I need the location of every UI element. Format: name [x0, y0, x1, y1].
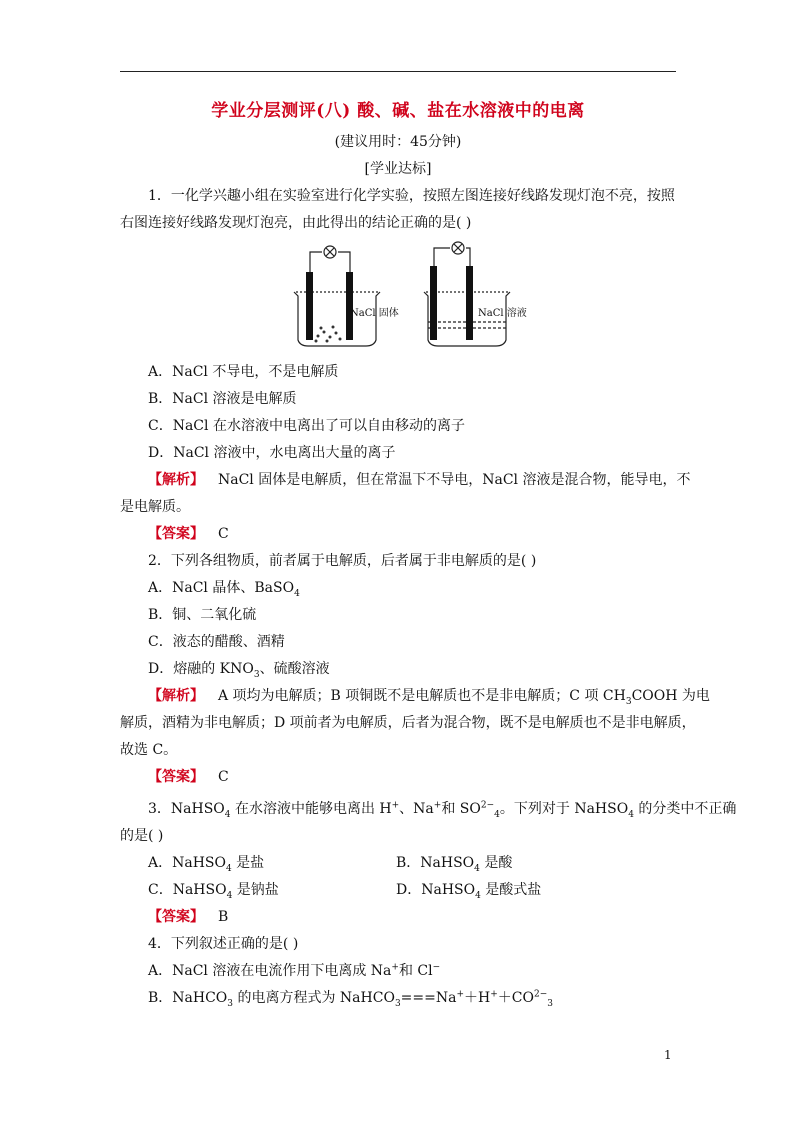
q3-option-b [396, 853, 512, 873]
q1-answer-tag: 【答案】 [148, 526, 204, 542]
q2-option-d-sub: 3 [253, 669, 260, 680]
q4-option-b-sup1: + [456, 989, 465, 1000]
left-electrode-2 [346, 272, 353, 340]
q4-option-b-sub3: 3 [547, 998, 553, 1009]
q2-option-b: B．铜、二氧化硫 [148, 607, 257, 623]
q2-analysis-text1: A 项均为电解质；B 项铜既不是电解质也不是非电解质；C 项 CH [218, 688, 626, 704]
q3-option-d [396, 880, 541, 900]
q1-analysis-line1 [148, 470, 690, 490]
q3-stem-sub1: 4 [224, 809, 231, 820]
time-hint: (建议用时：45分钟) [334, 134, 462, 150]
q3-stem-b: 在水溶液中能够电离出 H [230, 801, 392, 817]
q3-option-d-sub: 4 [475, 890, 481, 901]
q2-option-d-text: D．熔融的 KNO [148, 661, 254, 677]
left-solid-particles [315, 326, 342, 343]
q3-stem-line2: 的是( ) [120, 828, 164, 844]
q2-analysis-tag: 【解析】 [148, 688, 204, 704]
q1-analysis-text1: NaCl 固体是电解质，但在常温下不导电，NaCl 溶液是混合物，能导电，不 [218, 472, 691, 488]
q1-option-a: A．NaCl 不导电，不是电解质 [148, 364, 339, 380]
q3-stem-sup3: 2− [480, 800, 495, 811]
q4-option-b-sub2: 3 [394, 998, 401, 1009]
q2-option-d-post: 、硫酸溶液 [259, 661, 330, 677]
q3-option-b-post: 是酸 [479, 855, 513, 871]
q3-option-b-sub: 4 [474, 863, 480, 874]
q1-stem-line1: 1．一化学兴趣小组在实验室进行化学实验，按照左图连接好线路发现灯泡不亮，按照 [148, 188, 675, 204]
q3-option-a [148, 853, 264, 873]
q2-analysis-text1-post: COOH 为电 [631, 688, 710, 704]
q2-option-a-sub: 4 [294, 588, 300, 599]
q1-circuit-figure [288, 240, 548, 350]
q3-stem-e: 。下列对于 NaHSO [499, 801, 629, 817]
section-heading: [学业达标] [364, 161, 432, 177]
q2-option-a [148, 578, 300, 598]
left-electrode-1 [306, 272, 313, 340]
q3-option-a-post: 是盐 [231, 855, 265, 871]
q3-stem-a: 3．NaHSO [148, 801, 225, 817]
q4-option-b-mid2: ＋H [464, 990, 491, 1006]
page-title: 学业分层测评(八) 酸、碱、盐在水溶液中的电离 [211, 101, 585, 121]
q3-stem-d: 和 SO [441, 801, 481, 817]
q4-option-b-mid3: ＋CO [497, 990, 534, 1006]
q2-option-d [148, 659, 330, 679]
q4-option-b-mid: 的电离方程式为 NaHCO [233, 990, 395, 1006]
q1-analysis-tag: 【解析】 [148, 472, 204, 488]
left-beaker-label: NaCl 固体 [350, 308, 399, 319]
right-beaker-label: NaCl 溶液 [478, 308, 527, 319]
q2-answer-value: C [218, 769, 229, 785]
q2-option-c: C．液态的醋酸、酒精 [148, 634, 285, 650]
header-rule [120, 71, 676, 72]
q4-option-a-sup2: − [432, 962, 441, 973]
q4-option-a [148, 961, 440, 981]
q3-option-a-sub: 4 [225, 863, 232, 874]
q4-option-b-sup3: 2− [533, 989, 548, 1000]
q1-stem-line2: 右图连接好线路发现灯泡亮，由此得出的结论正确的是( ) [120, 215, 472, 231]
q3-answer-value: B [218, 909, 229, 925]
q3-stem-sup1: + [391, 800, 400, 811]
q3-option-c [148, 880, 279, 900]
q2-option-a-text: A．NaCl 晶体、BaSO [148, 580, 295, 596]
q4-option-b-text: B．NaHCO [148, 990, 228, 1006]
q3-answer [148, 907, 228, 927]
q3-option-a-text: A．NaHSO [148, 855, 226, 871]
q4-option-a-text: A．NaCl 溶液在电流作用下电离成 Na [148, 963, 392, 979]
q2-stem: 2．下列各组物质，前者属于电解质，后者属于非电解质的是( ) [148, 553, 537, 569]
q1-analysis-line2: 是电解质。 [120, 499, 190, 515]
q3-stem-sub4: 4 [628, 809, 634, 820]
q3-stem-c: 、Na [399, 801, 434, 817]
q3-answer-tag: 【答案】 [148, 909, 204, 925]
q4-option-b-sub1: 3 [227, 998, 234, 1009]
q4-option-b-eq: ===Na [400, 990, 457, 1006]
right-electrode-1 [430, 266, 437, 340]
q4-option-b [148, 988, 553, 1008]
q2-answer [148, 767, 229, 787]
q4-option-b-sup2: + [490, 989, 498, 1000]
beaker-diagram [288, 240, 548, 350]
q3-option-c-sub: 4 [226, 890, 233, 901]
right-electrode-2 [466, 266, 473, 340]
q3-stem-sup2: + [433, 800, 442, 811]
q1-answer-value: C [218, 526, 229, 542]
q3-stem-sub3: 4 [494, 809, 500, 820]
q4-stem: 4．下列叙述正确的是( ) [148, 936, 299, 952]
q3-stem-f: 的分类中不正确 [633, 801, 737, 817]
page-number: 1 [664, 1048, 672, 1062]
q1-option-c: C．NaCl 在水溶液中电离出了可以自由移动的离子 [148, 418, 465, 434]
q2-answer-tag: 【答案】 [148, 769, 204, 785]
q3-option-c-text: C．NaHSO [148, 882, 227, 898]
q3-option-d-text: D．NaHSO [396, 882, 476, 898]
q1-option-d: D．NaCl 溶液中，水电离出大量的离子 [148, 445, 396, 461]
q1-answer [148, 524, 229, 544]
q4-option-a-mid: 和 Cl [398, 963, 433, 979]
q2-analysis-sub: 3 [625, 696, 632, 707]
q2-analysis-line3: 故选 C。 [120, 742, 178, 758]
q4-option-a-sup1: + [391, 962, 399, 973]
q3-option-c-post: 是钠盐 [232, 882, 279, 898]
q1-option-b: B．NaCl 溶液是电解质 [148, 391, 297, 407]
q3-option-d-post: 是酸式盐 [480, 882, 542, 898]
q2-analysis-line2: 解质，酒精为非电解质；D 项前者为电解质，后者为混合物，既不是电解质也不是非电解质， [120, 715, 696, 731]
q3-stem-line1 [148, 799, 736, 819]
q3-option-b-text: B．NaHSO [396, 855, 475, 871]
q2-analysis-line1 [148, 686, 710, 706]
